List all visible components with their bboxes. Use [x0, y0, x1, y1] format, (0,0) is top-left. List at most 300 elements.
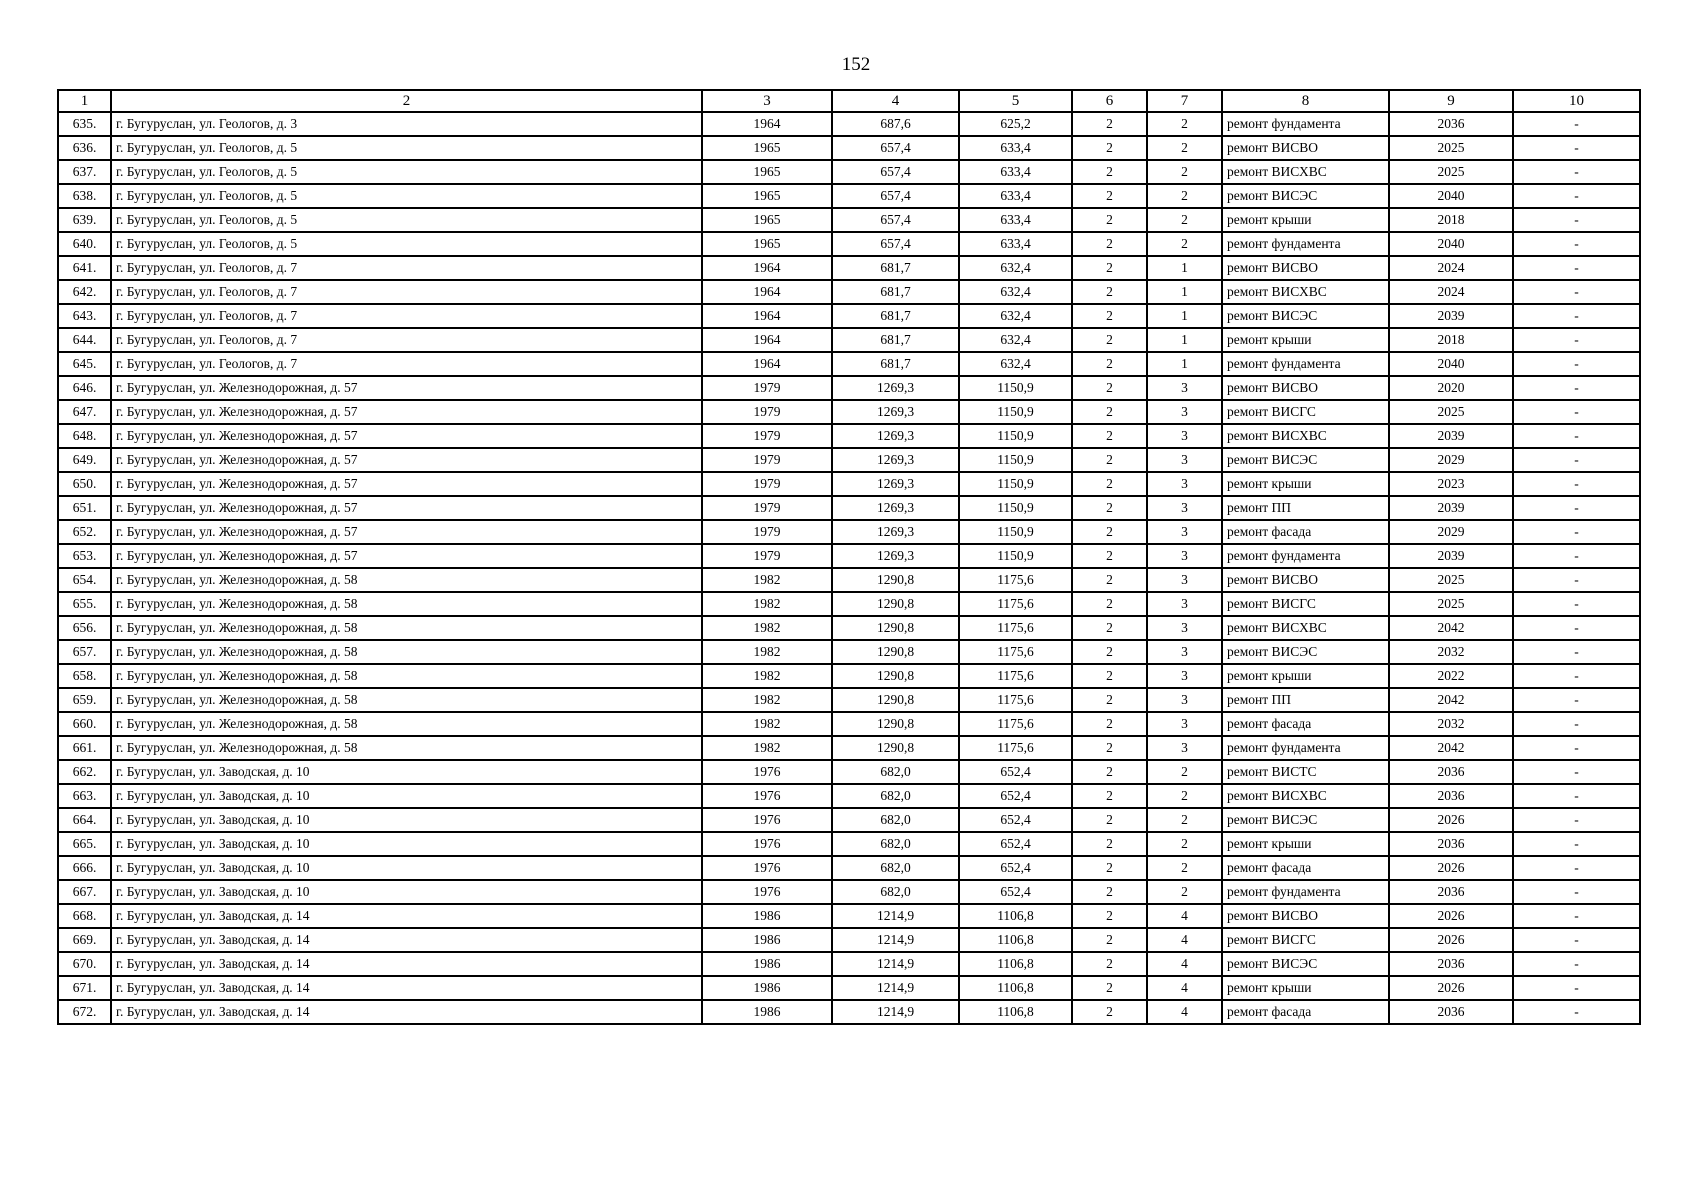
cell-work-type: ремонт фундамента: [1222, 112, 1389, 136]
cell-note: -: [1513, 976, 1640, 1000]
cell-planned-year: 2039: [1389, 544, 1513, 568]
cell-row-number: 667.: [58, 880, 111, 904]
cell-address: г. Бугуруслан, ул. Геологов, д. 7: [111, 280, 702, 304]
table-row: [58, 160, 1640, 184]
cell-work-type: ремонт ВИСЭС: [1222, 952, 1389, 976]
cell-entrances: 1: [1147, 280, 1222, 304]
cell-entrances: 3: [1147, 520, 1222, 544]
cell-entrances: 3: [1147, 664, 1222, 688]
cell-address: г. Бугуруслан, ул. Железнодорожная, д. 58: [111, 664, 702, 688]
cell-entrances: 3: [1147, 712, 1222, 736]
cell-floors: 2: [1072, 424, 1147, 448]
table-row: [58, 568, 1640, 592]
cell-work-type: ремонт ВИСЭС: [1222, 304, 1389, 328]
table-row: [58, 784, 1640, 808]
cell-planned-year: 2018: [1389, 208, 1513, 232]
column-header-7: 7: [1147, 90, 1222, 112]
cell-work-type: ремонт ВИСХВС: [1222, 424, 1389, 448]
cell-planned-year: 2029: [1389, 448, 1513, 472]
cell-entrances: 4: [1147, 952, 1222, 976]
cell-total-area: 657,4: [832, 160, 959, 184]
cell-address: г. Бугуруслан, ул. Железнодорожная, д. 58: [111, 592, 702, 616]
cell-entrances: 3: [1147, 640, 1222, 664]
cell-floors: 2: [1072, 952, 1147, 976]
cell-note: -: [1513, 496, 1640, 520]
cell-work-type: ремонт фундамента: [1222, 232, 1389, 256]
cell-address: г. Бугуруслан, ул. Заводская, д. 10: [111, 784, 702, 808]
cell-row-number: 662.: [58, 760, 111, 784]
cell-planned-year: 2036: [1389, 832, 1513, 856]
cell-total-area: 681,7: [832, 352, 959, 376]
cell-year-built: 1965: [702, 160, 832, 184]
cell-note: -: [1513, 304, 1640, 328]
cell-floors: 2: [1072, 808, 1147, 832]
cell-year-built: 1964: [702, 352, 832, 376]
table-row: [58, 808, 1640, 832]
cell-total-area: 682,0: [832, 832, 959, 856]
cell-entrances: 1: [1147, 304, 1222, 328]
table-row: [58, 208, 1640, 232]
cell-living-area: 1150,9: [959, 376, 1072, 400]
cell-planned-year: 2029: [1389, 520, 1513, 544]
cell-note: -: [1513, 136, 1640, 160]
cell-address: г. Бугуруслан, ул. Железнодорожная, д. 58: [111, 616, 702, 640]
table-row: [58, 280, 1640, 304]
cell-year-built: 1964: [702, 304, 832, 328]
cell-address: г. Бугуруслан, ул. Железнодорожная, д. 57: [111, 424, 702, 448]
cell-entrances: 2: [1147, 808, 1222, 832]
cell-floors: 2: [1072, 976, 1147, 1000]
cell-living-area: 632,4: [959, 352, 1072, 376]
cell-address: г. Бугуруслан, ул. Железнодорожная, д. 57: [111, 520, 702, 544]
cell-address: г. Бугуруслан, ул. Геологов, д. 7: [111, 328, 702, 352]
cell-row-number: 668.: [58, 904, 111, 928]
cell-note: -: [1513, 352, 1640, 376]
cell-work-type: ремонт ВИСХВС: [1222, 616, 1389, 640]
cell-work-type: ремонт ВИСЭС: [1222, 808, 1389, 832]
cell-note: -: [1513, 448, 1640, 472]
cell-total-area: 1269,3: [832, 400, 959, 424]
column-header-4: 4: [832, 90, 959, 112]
cell-work-type: ремонт крыши: [1222, 832, 1389, 856]
cell-work-type: ремонт ВИСЭС: [1222, 184, 1389, 208]
cell-total-area: 1290,8: [832, 640, 959, 664]
cell-note: -: [1513, 928, 1640, 952]
cell-living-area: 1150,9: [959, 448, 1072, 472]
cell-planned-year: 2036: [1389, 784, 1513, 808]
cell-total-area: 1290,8: [832, 688, 959, 712]
cell-floors: 2: [1072, 928, 1147, 952]
cell-floors: 2: [1072, 208, 1147, 232]
cell-floors: 2: [1072, 160, 1147, 184]
cell-year-built: 1979: [702, 472, 832, 496]
cell-note: -: [1513, 736, 1640, 760]
cell-living-area: 1150,9: [959, 424, 1072, 448]
cell-row-number: 642.: [58, 280, 111, 304]
cell-planned-year: 2026: [1389, 928, 1513, 952]
cell-year-built: 1976: [702, 880, 832, 904]
cell-year-built: 1982: [702, 592, 832, 616]
cell-work-type: ремонт крыши: [1222, 208, 1389, 232]
cell-row-number: 637.: [58, 160, 111, 184]
cell-work-type: ремонт ВИСХВС: [1222, 280, 1389, 304]
cell-total-area: 1269,3: [832, 424, 959, 448]
cell-note: -: [1513, 280, 1640, 304]
cell-row-number: 651.: [58, 496, 111, 520]
cell-address: г. Бугуруслан, ул. Геологов, д. 7: [111, 304, 702, 328]
cell-row-number: 660.: [58, 712, 111, 736]
cell-entrances: 3: [1147, 448, 1222, 472]
cell-row-number: 670.: [58, 952, 111, 976]
cell-planned-year: 2026: [1389, 808, 1513, 832]
table-row: [58, 592, 1640, 616]
table-row: [58, 712, 1640, 736]
cell-row-number: 636.: [58, 136, 111, 160]
table-row: [58, 328, 1640, 352]
table-row: [58, 112, 1640, 136]
table-row: [58, 304, 1640, 328]
cell-address: г. Бугуруслан, ул. Железнодорожная, д. 57: [111, 496, 702, 520]
cell-total-area: 1214,9: [832, 976, 959, 1000]
cell-total-area: 1269,3: [832, 496, 959, 520]
cell-total-area: 1290,8: [832, 712, 959, 736]
cell-address: г. Бугуруслан, ул. Геологов, д. 5: [111, 232, 702, 256]
cell-floors: 2: [1072, 352, 1147, 376]
table-row: [58, 232, 1640, 256]
cell-work-type: ремонт ВИСЭС: [1222, 640, 1389, 664]
cell-planned-year: 2032: [1389, 712, 1513, 736]
table-row: [58, 664, 1640, 688]
cell-living-area: 1106,8: [959, 952, 1072, 976]
cell-year-built: 1964: [702, 280, 832, 304]
cell-note: -: [1513, 616, 1640, 640]
cell-entrances: 3: [1147, 472, 1222, 496]
cell-living-area: 1106,8: [959, 904, 1072, 928]
cell-living-area: 1175,6: [959, 712, 1072, 736]
cell-planned-year: 2036: [1389, 952, 1513, 976]
cell-entrances: 4: [1147, 904, 1222, 928]
cell-year-built: 1965: [702, 232, 832, 256]
cell-floors: 2: [1072, 904, 1147, 928]
cell-note: -: [1513, 784, 1640, 808]
cell-living-area: 1175,6: [959, 688, 1072, 712]
cell-note: -: [1513, 184, 1640, 208]
cell-year-built: 1979: [702, 400, 832, 424]
cell-note: -: [1513, 208, 1640, 232]
cell-address: г. Бугуруслан, ул. Заводская, д. 14: [111, 904, 702, 928]
cell-entrances: 3: [1147, 592, 1222, 616]
cell-planned-year: 2020: [1389, 376, 1513, 400]
cell-living-area: 1175,6: [959, 664, 1072, 688]
cell-row-number: 652.: [58, 520, 111, 544]
cell-year-built: 1976: [702, 832, 832, 856]
cell-entrances: 2: [1147, 208, 1222, 232]
cell-row-number: 671.: [58, 976, 111, 1000]
table-row: [58, 904, 1640, 928]
cell-floors: 2: [1072, 448, 1147, 472]
cell-entrances: 2: [1147, 856, 1222, 880]
cell-floors: 2: [1072, 760, 1147, 784]
cell-address: г. Бугуруслан, ул. Заводская, д. 10: [111, 856, 702, 880]
cell-note: -: [1513, 688, 1640, 712]
cell-year-built: 1986: [702, 952, 832, 976]
cell-address: г. Бугуруслан, ул. Железнодорожная, д. 57: [111, 472, 702, 496]
cell-entrances: 1: [1147, 256, 1222, 280]
cell-planned-year: 2036: [1389, 880, 1513, 904]
cell-row-number: 663.: [58, 784, 111, 808]
cell-living-area: 652,4: [959, 760, 1072, 784]
cell-row-number: 664.: [58, 808, 111, 832]
cell-work-type: ремонт ВИСХВС: [1222, 160, 1389, 184]
column-header-9: 9: [1389, 90, 1513, 112]
cell-total-area: 1290,8: [832, 664, 959, 688]
cell-address: г. Бугуруслан, ул. Заводская, д. 14: [111, 1000, 702, 1024]
cell-year-built: 1979: [702, 376, 832, 400]
cell-total-area: 1290,8: [832, 592, 959, 616]
cell-planned-year: 2024: [1389, 256, 1513, 280]
cell-planned-year: 2039: [1389, 304, 1513, 328]
cell-planned-year: 2025: [1389, 136, 1513, 160]
cell-planned-year: 2018: [1389, 328, 1513, 352]
cell-floors: 2: [1072, 856, 1147, 880]
cell-address: г. Бугуруслан, ул. Геологов, д. 3: [111, 112, 702, 136]
column-header-6: 6: [1072, 90, 1147, 112]
cell-total-area: 1214,9: [832, 1000, 959, 1024]
page-number: 152: [841, 54, 871, 75]
cell-note: -: [1513, 1000, 1640, 1024]
cell-planned-year: 2036: [1389, 112, 1513, 136]
cell-entrances: 2: [1147, 112, 1222, 136]
cell-total-area: 1290,8: [832, 616, 959, 640]
cell-year-built: 1965: [702, 208, 832, 232]
cell-year-built: 1982: [702, 568, 832, 592]
cell-row-number: 638.: [58, 184, 111, 208]
cell-address: г. Бугуруслан, ул. Заводская, д. 10: [111, 880, 702, 904]
cell-note: -: [1513, 400, 1640, 424]
cell-year-built: 1976: [702, 856, 832, 880]
cell-floors: 2: [1072, 400, 1147, 424]
cell-planned-year: 2040: [1389, 184, 1513, 208]
cell-total-area: 687,6: [832, 112, 959, 136]
cell-address: г. Бугуруслан, ул. Заводская, д. 10: [111, 832, 702, 856]
table-row: [58, 952, 1640, 976]
cell-living-area: 632,4: [959, 304, 1072, 328]
cell-living-area: 1175,6: [959, 640, 1072, 664]
cell-note: -: [1513, 952, 1640, 976]
table-row: [58, 256, 1640, 280]
cell-work-type: ремонт ВИСТС: [1222, 760, 1389, 784]
cell-row-number: 635.: [58, 112, 111, 136]
cell-living-area: 633,4: [959, 136, 1072, 160]
cell-entrances: 3: [1147, 568, 1222, 592]
cell-planned-year: 2042: [1389, 616, 1513, 640]
cell-floors: 2: [1072, 880, 1147, 904]
cell-living-area: 1150,9: [959, 496, 1072, 520]
column-header-3: 3: [702, 90, 832, 112]
cell-row-number: 649.: [58, 448, 111, 472]
table-row: [58, 832, 1640, 856]
cell-year-built: 1976: [702, 808, 832, 832]
cell-note: -: [1513, 880, 1640, 904]
cell-entrances: 4: [1147, 976, 1222, 1000]
cell-planned-year: 2026: [1389, 976, 1513, 1000]
cell-address: г. Бугуруслан, ул. Заводская, д. 10: [111, 808, 702, 832]
cell-note: -: [1513, 592, 1640, 616]
cell-floors: 2: [1072, 304, 1147, 328]
cell-total-area: 1214,9: [832, 904, 959, 928]
cell-total-area: 681,7: [832, 304, 959, 328]
cell-note: -: [1513, 376, 1640, 400]
cell-year-built: 1982: [702, 688, 832, 712]
cell-row-number: 639.: [58, 208, 111, 232]
cell-entrances: 3: [1147, 544, 1222, 568]
cell-total-area: 1269,3: [832, 520, 959, 544]
cell-row-number: 644.: [58, 328, 111, 352]
cell-total-area: 1269,3: [832, 544, 959, 568]
cell-row-number: 646.: [58, 376, 111, 400]
cell-note: -: [1513, 544, 1640, 568]
cell-living-area: 633,4: [959, 232, 1072, 256]
cell-total-area: 657,4: [832, 232, 959, 256]
cell-entrances: 3: [1147, 616, 1222, 640]
cell-year-built: 1965: [702, 136, 832, 160]
cell-floors: 2: [1072, 1000, 1147, 1024]
cell-floors: 2: [1072, 328, 1147, 352]
cell-living-area: 1150,9: [959, 472, 1072, 496]
cell-work-type: ремонт фасада: [1222, 1000, 1389, 1024]
cell-year-built: 1982: [702, 616, 832, 640]
cell-living-area: 633,4: [959, 160, 1072, 184]
cell-year-built: 1986: [702, 904, 832, 928]
cell-address: г. Бугуруслан, ул. Железнодорожная, д. 58: [111, 640, 702, 664]
cell-floors: 2: [1072, 136, 1147, 160]
cell-work-type: ремонт ВИСГС: [1222, 928, 1389, 952]
table-row: [58, 688, 1640, 712]
cell-entrances: 3: [1147, 376, 1222, 400]
cell-address: г. Бугуруслан, ул. Заводская, д. 14: [111, 976, 702, 1000]
cell-entrances: 1: [1147, 328, 1222, 352]
cell-floors: 2: [1072, 520, 1147, 544]
cell-total-area: 682,0: [832, 880, 959, 904]
cell-planned-year: 2036: [1389, 1000, 1513, 1024]
cell-year-built: 1964: [702, 328, 832, 352]
cell-row-number: 643.: [58, 304, 111, 328]
cell-floors: 2: [1072, 568, 1147, 592]
cell-note: -: [1513, 160, 1640, 184]
cell-note: -: [1513, 232, 1640, 256]
cell-living-area: 632,4: [959, 328, 1072, 352]
cell-living-area: 1106,8: [959, 1000, 1072, 1024]
cell-year-built: 1982: [702, 664, 832, 688]
cell-row-number: 645.: [58, 352, 111, 376]
cell-work-type: ремонт крыши: [1222, 328, 1389, 352]
cell-entrances: 2: [1147, 232, 1222, 256]
cell-work-type: ремонт фасада: [1222, 520, 1389, 544]
table-row: [58, 544, 1640, 568]
cell-planned-year: 2042: [1389, 736, 1513, 760]
table-row: [58, 520, 1640, 544]
cell-living-area: 652,4: [959, 880, 1072, 904]
cell-total-area: 682,0: [832, 760, 959, 784]
table-row: [58, 136, 1640, 160]
table-row: [58, 376, 1640, 400]
cell-entrances: 2: [1147, 136, 1222, 160]
cell-total-area: 682,0: [832, 856, 959, 880]
cell-row-number: 654.: [58, 568, 111, 592]
cell-total-area: 1269,3: [832, 472, 959, 496]
cell-living-area: 1150,9: [959, 544, 1072, 568]
cell-note: -: [1513, 640, 1640, 664]
cell-year-built: 1986: [702, 1000, 832, 1024]
cell-entrances: 3: [1147, 400, 1222, 424]
cell-work-type: ремонт ВИСВО: [1222, 376, 1389, 400]
cell-year-built: 1979: [702, 544, 832, 568]
cell-floors: 2: [1072, 712, 1147, 736]
cell-address: г. Бугуруслан, ул. Железнодорожная, д. 58: [111, 688, 702, 712]
cell-total-area: 1290,8: [832, 568, 959, 592]
cell-floors: 2: [1072, 280, 1147, 304]
table-row: [58, 472, 1640, 496]
table-row: [58, 448, 1640, 472]
cell-entrances: 3: [1147, 688, 1222, 712]
table-row: [58, 760, 1640, 784]
cell-floors: 2: [1072, 496, 1147, 520]
cell-row-number: 666.: [58, 856, 111, 880]
cell-address: г. Бугуруслан, ул. Железнодорожная, д. 57: [111, 400, 702, 424]
cell-work-type: ремонт ВИСВО: [1222, 568, 1389, 592]
cell-address: г. Бугуруслан, ул. Геологов, д. 5: [111, 160, 702, 184]
cell-note: -: [1513, 256, 1640, 280]
cell-work-type: ремонт ВИСВО: [1222, 136, 1389, 160]
cell-total-area: 1269,3: [832, 448, 959, 472]
cell-work-type: ремонт фундамента: [1222, 880, 1389, 904]
cell-note: -: [1513, 472, 1640, 496]
cell-work-type: ремонт фасада: [1222, 856, 1389, 880]
cell-work-type: ремонт ВИСХВС: [1222, 784, 1389, 808]
cell-work-type: ремонт ВИСВО: [1222, 256, 1389, 280]
table-row: [58, 616, 1640, 640]
cell-note: -: [1513, 664, 1640, 688]
cell-address: г. Бугуруслан, ул. Железнодорожная, д. 58: [111, 736, 702, 760]
cell-floors: 2: [1072, 472, 1147, 496]
cell-note: -: [1513, 712, 1640, 736]
column-header-10: 10: [1513, 90, 1640, 112]
table-row: [58, 736, 1640, 760]
cell-work-type: ремонт ВИСВО: [1222, 904, 1389, 928]
table-row: [58, 424, 1640, 448]
cell-entrances: 2: [1147, 184, 1222, 208]
cell-floors: 2: [1072, 112, 1147, 136]
cell-year-built: 1979: [702, 520, 832, 544]
cell-living-area: 652,4: [959, 856, 1072, 880]
cell-floors: 2: [1072, 256, 1147, 280]
cell-living-area: 633,4: [959, 184, 1072, 208]
cell-work-type: ремонт ПП: [1222, 688, 1389, 712]
cell-row-number: 665.: [58, 832, 111, 856]
cell-address: г. Бугуруслан, ул. Железнодорожная, д. 58: [111, 568, 702, 592]
cell-living-area: 632,4: [959, 280, 1072, 304]
cell-row-number: 656.: [58, 616, 111, 640]
registry-table: [57, 89, 1641, 1025]
table-row: [58, 928, 1640, 952]
cell-planned-year: 2025: [1389, 160, 1513, 184]
cell-note: -: [1513, 808, 1640, 832]
cell-address: г. Бугуруслан, ул. Железнодорожная, д. 57: [111, 448, 702, 472]
cell-living-area: 652,4: [959, 784, 1072, 808]
column-header-2: 2: [111, 90, 702, 112]
cell-entrances: 2: [1147, 760, 1222, 784]
table-row: [58, 880, 1640, 904]
